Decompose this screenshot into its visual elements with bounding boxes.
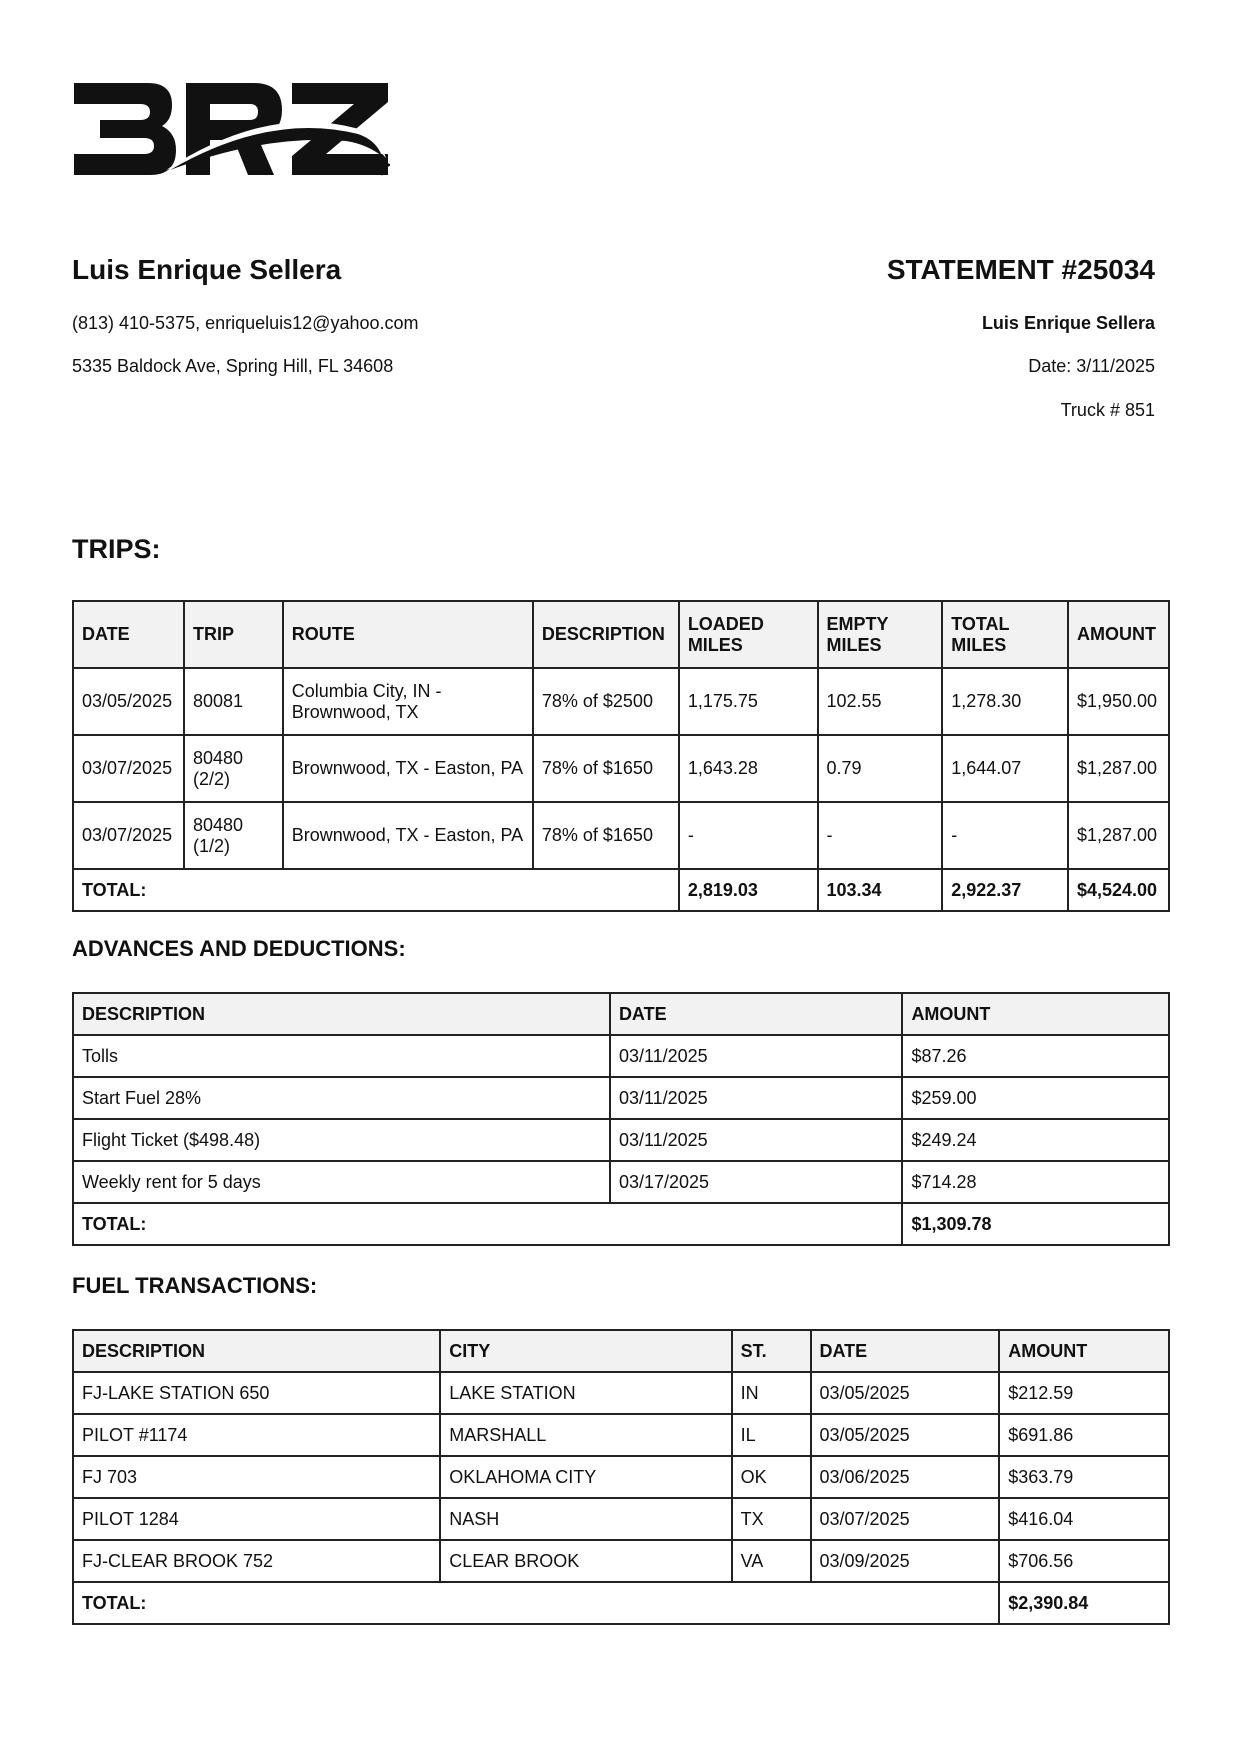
cell-amount: $1,950.00	[1068, 668, 1169, 735]
cell-state: OK	[732, 1456, 811, 1498]
table-row	[73, 668, 1169, 735]
cell-empty-miles: 102.55	[818, 668, 943, 735]
table-row	[73, 1540, 1169, 1582]
cell-amount: $249.24	[902, 1119, 1169, 1161]
trips-table	[72, 600, 1170, 912]
cell-description: Flight Ticket ($498.48)	[73, 1119, 610, 1161]
cell-amount: $1,287.00	[1068, 735, 1169, 802]
col-date: DATE	[73, 601, 184, 668]
total-amount: $1,309.78	[902, 1203, 1169, 1245]
cell-city: LAKE STATION	[440, 1372, 731, 1414]
col-state: ST.	[732, 1330, 811, 1372]
col-loaded-miles: LOADED MILES	[679, 601, 818, 668]
total-loaded-miles: 2,819.03	[679, 869, 818, 911]
cell-loaded-miles: 1,175.75	[679, 668, 818, 735]
cell-total-miles: -	[942, 802, 1068, 869]
statement-recipient: Luis Enrique Sellera	[981, 313, 1155, 333]
total-label: TOTAL:	[73, 869, 679, 911]
cell-amount: $706.56	[999, 1540, 1169, 1582]
col-amount: AMOUNT	[902, 993, 1169, 1035]
cell-amount: $691.86	[999, 1414, 1169, 1456]
cell-city: OKLAHOMA CITY	[440, 1456, 731, 1498]
table-row	[73, 1372, 1169, 1414]
cell-trip: 80480 (1/2)	[184, 802, 283, 869]
col-trip: TRIP	[184, 601, 283, 668]
cell-city: CLEAR BROOK	[440, 1540, 731, 1582]
cell-amount: $87.26	[902, 1035, 1169, 1077]
cell-description: PILOT #1174	[73, 1414, 440, 1456]
statement-title: STATEMENT #25034	[886, 254, 1155, 285]
cell-route: Brownwood, TX - Easton, PA	[283, 802, 533, 869]
cell-state: IN	[732, 1372, 811, 1414]
table-row	[73, 1077, 1169, 1119]
total-amount: $2,390.84	[999, 1582, 1169, 1624]
total-miles: 2,922.37	[942, 869, 1068, 911]
cell-loaded-miles: -	[679, 802, 818, 869]
cell-date: 03/05/2025	[811, 1372, 1000, 1414]
statement-date: Date: 3/11/2025	[1028, 356, 1155, 376]
table-row	[73, 735, 1169, 802]
cell-description: FJ 703	[73, 1456, 440, 1498]
col-amount: AMOUNT	[1068, 601, 1169, 668]
col-route: ROUTE	[283, 601, 533, 668]
cell-date: 03/11/2025	[610, 1035, 903, 1077]
cell-state: VA	[732, 1540, 811, 1582]
table-row	[73, 1498, 1169, 1540]
cell-amount: $259.00	[902, 1077, 1169, 1119]
driver-name: Luis Enrique Sellera	[72, 254, 342, 285]
col-description: DESCRIPTION	[73, 993, 610, 1035]
advances-table	[72, 992, 1170, 1246]
table-row	[73, 1035, 1169, 1077]
cell-total-miles: 1,278.30	[942, 668, 1068, 735]
cell-description: 78% of $1650	[533, 802, 679, 869]
total-label: TOTAL:	[73, 1203, 902, 1245]
cell-date: 03/07/2025	[811, 1498, 1000, 1540]
cell-description: FJ-LAKE STATION 650	[73, 1372, 440, 1414]
cell-route: Columbia City, IN - Brownwood, TX	[283, 668, 533, 735]
trips-total-row	[73, 869, 1169, 911]
cell-amount: $1,287.00	[1068, 802, 1169, 869]
col-date: DATE	[610, 993, 903, 1035]
total-amount: $4,524.00	[1068, 869, 1169, 911]
table-row	[73, 1119, 1169, 1161]
cell-amount: $416.04	[999, 1498, 1169, 1540]
col-amount: AMOUNT	[999, 1330, 1169, 1372]
cell-description: Tolls	[73, 1035, 610, 1077]
total-label: TOTAL:	[73, 1582, 999, 1624]
cell-total-miles: 1,644.07	[942, 735, 1068, 802]
advances-heading: ADVANCES AND DEDUCTIONS:	[72, 936, 406, 961]
cell-date: 03/05/2025	[811, 1414, 1000, 1456]
cell-description: FJ-CLEAR BROOK 752	[73, 1540, 440, 1582]
cell-date: 03/07/2025	[73, 735, 184, 802]
cell-amount: $212.59	[999, 1372, 1169, 1414]
col-date: DATE	[811, 1330, 1000, 1372]
cell-date: 03/05/2025	[73, 668, 184, 735]
cell-city: NASH	[440, 1498, 731, 1540]
trips-header-row	[73, 601, 1169, 668]
col-description: DESCRIPTION	[73, 1330, 440, 1372]
cell-description: 78% of $1650	[533, 735, 679, 802]
cell-date: 03/07/2025	[73, 802, 184, 869]
cell-description: Start Fuel 28%	[73, 1077, 610, 1119]
brz-logo	[70, 78, 390, 193]
cell-date: 03/11/2025	[610, 1077, 903, 1119]
cell-description: 78% of $2500	[533, 668, 679, 735]
cell-date: 03/09/2025	[811, 1540, 1000, 1582]
cell-state: IL	[732, 1414, 811, 1456]
cell-empty-miles: 0.79	[818, 735, 943, 802]
cell-date: 03/06/2025	[811, 1456, 1000, 1498]
col-description: DESCRIPTION	[533, 601, 679, 668]
truck-number: Truck # 851	[1060, 400, 1155, 420]
cell-date: 03/17/2025	[610, 1161, 903, 1203]
cell-loaded-miles: 1,643.28	[679, 735, 818, 802]
cell-trip: 80081	[184, 668, 283, 735]
table-row	[73, 1414, 1169, 1456]
fuel-table	[72, 1329, 1170, 1625]
cell-route: Brownwood, TX - Easton, PA	[283, 735, 533, 802]
fuel-header-row	[73, 1330, 1169, 1372]
trips-heading: TRIPS:	[72, 534, 161, 564]
advances-total-row	[73, 1203, 1169, 1245]
table-row	[73, 1456, 1169, 1498]
cell-city: MARSHALL	[440, 1414, 731, 1456]
cell-state: TX	[732, 1498, 811, 1540]
total-empty-miles: 103.34	[818, 869, 943, 911]
cell-date: 03/11/2025	[610, 1119, 903, 1161]
cell-empty-miles: -	[818, 802, 943, 869]
cell-amount: $363.79	[999, 1456, 1169, 1498]
fuel-heading: FUEL TRANSACTIONS:	[72, 1273, 318, 1298]
cell-trip: 80480 (2/2)	[184, 735, 283, 802]
table-row	[73, 802, 1169, 869]
col-empty-miles: EMPTY MILES	[818, 601, 943, 668]
driver-contact: (813) 410-5375, enriqueluis12@yahoo.com	[72, 313, 419, 333]
cell-amount: $714.28	[902, 1161, 1169, 1203]
fuel-total-row	[73, 1582, 1169, 1624]
col-city: CITY	[440, 1330, 731, 1372]
cell-description: Weekly rent for 5 days	[73, 1161, 610, 1203]
advances-header-row	[73, 993, 1169, 1035]
col-total-miles: TOTAL MILES	[942, 601, 1068, 668]
cell-description: PILOT 1284	[73, 1498, 440, 1540]
driver-address: 5335 Baldock Ave, Spring Hill, FL 34608	[72, 356, 394, 376]
table-row	[73, 1161, 1169, 1203]
